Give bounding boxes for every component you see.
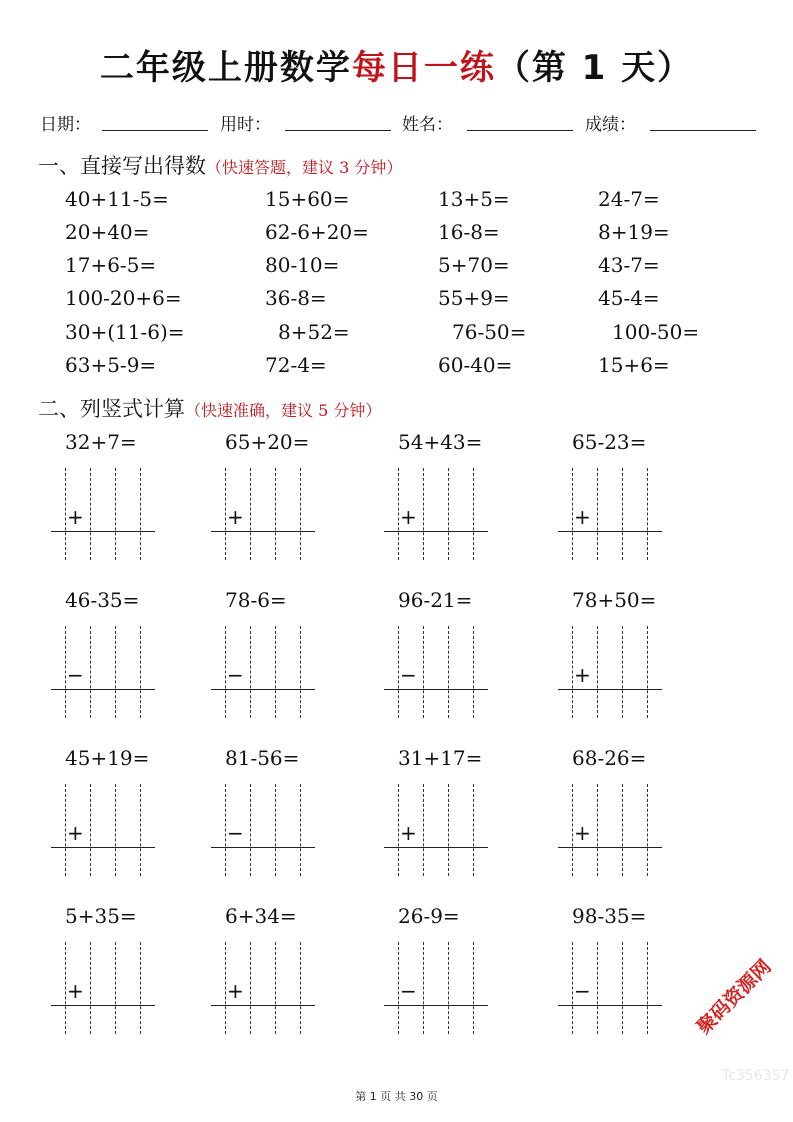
column-guide (448, 784, 449, 876)
column-guide (140, 942, 141, 1034)
column-guide (398, 942, 399, 1034)
mental-math-problem: 24-7= (598, 187, 660, 211)
section1-note: （快速答题，建议 3 分钟） (206, 158, 403, 177)
date-label: 日期： (40, 115, 91, 135)
column-guide (572, 942, 573, 1034)
answer-line (211, 531, 315, 532)
answer-line (558, 1005, 662, 1006)
column-guide (115, 942, 116, 1034)
column-guide (597, 626, 598, 718)
mental-math-problem: 15+6= (598, 353, 670, 377)
column-guide (597, 784, 598, 876)
column-guide (90, 784, 91, 876)
column-guide (473, 468, 474, 560)
column-guide (275, 784, 276, 876)
vertical-calc-problem: 96-21= (398, 588, 473, 612)
mental-math-problem: 60-40= (438, 353, 513, 377)
column-guide (250, 468, 251, 560)
score-label: 成绩： (585, 115, 636, 135)
section2-note: （快速准确，建议 5 分钟） (185, 401, 382, 420)
column-guide (622, 626, 623, 718)
vertical-calc-cell[interactable] (572, 430, 684, 580)
column-guide (225, 468, 226, 560)
vertical-calc-cell[interactable] (398, 904, 510, 1054)
answer-line (211, 847, 315, 848)
vertical-calc-problem: 78-6= (225, 588, 287, 612)
vertical-calc-cell[interactable] (398, 746, 510, 896)
column-guide (398, 784, 399, 876)
column-guide (647, 784, 648, 876)
watermark-code: Tc356357 (722, 1068, 790, 1084)
watermark-text: 聚码资源网 (692, 955, 776, 1039)
operator-sign: + (574, 663, 591, 687)
column-guide (65, 942, 66, 1034)
operator-sign: − (400, 979, 417, 1003)
operator-sign: + (67, 821, 84, 845)
answer-line (51, 1005, 155, 1006)
answer-line (51, 689, 155, 690)
operator-sign: + (400, 821, 417, 845)
mental-math-problem: 43-7= (598, 253, 660, 277)
section1-title: 一、直接写出得数 (38, 154, 206, 178)
vertical-calc-problem: 6+34= (225, 904, 297, 928)
column-guide (140, 468, 141, 560)
vertical-calc-cell[interactable] (225, 746, 337, 896)
vertical-calc-problem: 46-35= (65, 588, 140, 612)
column-guide (398, 468, 399, 560)
answer-line (384, 847, 488, 848)
section2-heading (38, 393, 381, 423)
column-guide (572, 784, 573, 876)
vertical-calc-cell[interactable] (225, 588, 337, 738)
time-label: 用时： (220, 115, 271, 135)
answer-line (211, 689, 315, 690)
vertical-calc-cell[interactable] (572, 746, 684, 896)
answer-line (558, 847, 662, 848)
title-main: 二年级上册数学 (99, 48, 352, 88)
column-guide (300, 468, 301, 560)
column-guide (647, 942, 648, 1034)
column-guide (300, 784, 301, 876)
column-guide (572, 468, 573, 560)
vertical-calc-problem: 68-26= (572, 746, 647, 770)
vertical-calc-problem: 78+50= (572, 588, 657, 612)
column-guide (597, 468, 598, 560)
column-guide (647, 626, 648, 718)
column-guide (65, 626, 66, 718)
column-guide (65, 468, 66, 560)
answer-line (384, 531, 488, 532)
column-guide (115, 468, 116, 560)
mental-math-problem: 13+5= (438, 187, 510, 211)
answer-line (51, 531, 155, 532)
vertical-calc-problem: 31+17= (398, 746, 483, 770)
time-field[interactable] (285, 130, 391, 131)
mental-math-problem: 30+(11-6)= (65, 320, 185, 344)
title-highlight: 每日一练 (351, 48, 496, 88)
column-guide (622, 468, 623, 560)
column-guide (473, 784, 474, 876)
mental-math-problem: 16-8= (438, 220, 500, 244)
vertical-calc-cell[interactable] (65, 746, 177, 896)
column-guide (300, 626, 301, 718)
column-guide (300, 942, 301, 1034)
vertical-calc-problem: 26-9= (398, 904, 460, 928)
title-day: （第 1 天） (495, 48, 694, 88)
column-guide (140, 626, 141, 718)
column-guide (90, 468, 91, 560)
operator-sign: − (227, 663, 244, 687)
vertical-calc-cell[interactable] (65, 588, 177, 738)
column-guide (250, 942, 251, 1034)
info-row (40, 110, 760, 136)
mental-math-problem: 63+5-9= (65, 353, 157, 377)
name-label: 姓名： (402, 115, 453, 135)
mental-math-problem: 40+11-5= (65, 187, 169, 211)
mental-math-problem: 55+9= (438, 286, 510, 310)
operator-sign: − (574, 979, 591, 1003)
vertical-calc-cell[interactable] (398, 430, 510, 580)
operator-sign: + (227, 505, 244, 529)
mental-math-problem: 8+19= (598, 220, 670, 244)
operator-sign: + (67, 505, 84, 529)
column-guide (250, 784, 251, 876)
vertical-calc-cell[interactable] (572, 588, 684, 738)
operator-sign: + (400, 505, 417, 529)
column-guide (225, 626, 226, 718)
column-guide (423, 784, 424, 876)
column-guide (473, 942, 474, 1034)
mental-math-problem: 100-20+6= (65, 286, 182, 310)
column-guide (448, 942, 449, 1034)
mental-math-problem: 5+70= (438, 253, 510, 277)
section1-heading (38, 150, 402, 180)
mental-math-problem: 100-50= (612, 320, 700, 344)
column-guide (225, 942, 226, 1034)
mental-math-problem: 72-4= (265, 353, 327, 377)
mental-math-problem: 15+60= (265, 187, 350, 211)
answer-line (384, 689, 488, 690)
column-guide (275, 626, 276, 718)
column-guide (275, 942, 276, 1034)
operator-sign: + (574, 821, 591, 845)
column-guide (647, 468, 648, 560)
column-guide (90, 626, 91, 718)
vertical-calc-problem: 65+20= (225, 430, 310, 454)
column-guide (140, 784, 141, 876)
vertical-calc-cell[interactable] (398, 588, 510, 738)
page-footer: 第 1 页 共 30 页 (355, 1090, 438, 1103)
vertical-calc-problem: 54+43= (398, 430, 483, 454)
column-guide (423, 942, 424, 1034)
column-guide (622, 942, 623, 1034)
column-guide (622, 784, 623, 876)
column-guide (115, 784, 116, 876)
column-guide (65, 784, 66, 876)
answer-line (384, 1005, 488, 1006)
column-guide (597, 942, 598, 1034)
column-guide (115, 626, 116, 718)
operator-sign: + (67, 979, 84, 1003)
column-guide (423, 468, 424, 560)
operator-sign: − (400, 663, 417, 687)
vertical-calc-problem: 32+7= (65, 430, 137, 454)
answer-line (51, 847, 155, 848)
answer-line (558, 531, 662, 532)
mental-math-problem: 45-4= (598, 286, 660, 310)
vertical-calc-cell[interactable] (225, 430, 337, 580)
date-field[interactable] (102, 130, 208, 131)
answer-line (558, 689, 662, 690)
vertical-calc-problem: 81-56= (225, 746, 300, 770)
vertical-calc-problem: 98-35= (572, 904, 647, 928)
operator-sign: − (227, 821, 244, 845)
mental-math-problem: 36-8= (265, 286, 327, 310)
vertical-calc-problem: 5+35= (65, 904, 137, 928)
column-guide (275, 468, 276, 560)
mental-math-problem: 8+52= (278, 320, 350, 344)
column-guide (473, 626, 474, 718)
mental-math-problem: 62-6+20= (265, 220, 369, 244)
column-guide (250, 626, 251, 718)
operator-sign: + (227, 979, 244, 1003)
column-guide (90, 942, 91, 1034)
name-field[interactable] (467, 130, 573, 131)
vertical-calc-cell[interactable] (225, 904, 337, 1054)
operator-sign: − (67, 663, 84, 687)
vertical-calc-problem: 65-23= (572, 430, 647, 454)
column-guide (398, 626, 399, 718)
mental-math-problem: 17+6-5= (65, 253, 157, 277)
mental-math-problem: 20+40= (65, 220, 150, 244)
vertical-calc-problem: 45+19= (65, 746, 150, 770)
vertical-calc-cell[interactable] (572, 904, 684, 1054)
mental-math-problem: 80-10= (265, 253, 340, 277)
column-guide (423, 626, 424, 718)
score-field[interactable] (650, 130, 756, 131)
mental-math-problem: 76-50= (452, 320, 527, 344)
column-guide (572, 626, 573, 718)
vertical-calc-cell[interactable] (65, 430, 177, 580)
page-title (0, 40, 793, 89)
operator-sign: + (574, 505, 591, 529)
section2-title: 二、列竖式计算 (38, 397, 185, 421)
column-guide (448, 468, 449, 560)
column-guide (225, 784, 226, 876)
answer-line (211, 1005, 315, 1006)
vertical-calc-cell[interactable] (65, 904, 177, 1054)
column-guide (448, 626, 449, 718)
